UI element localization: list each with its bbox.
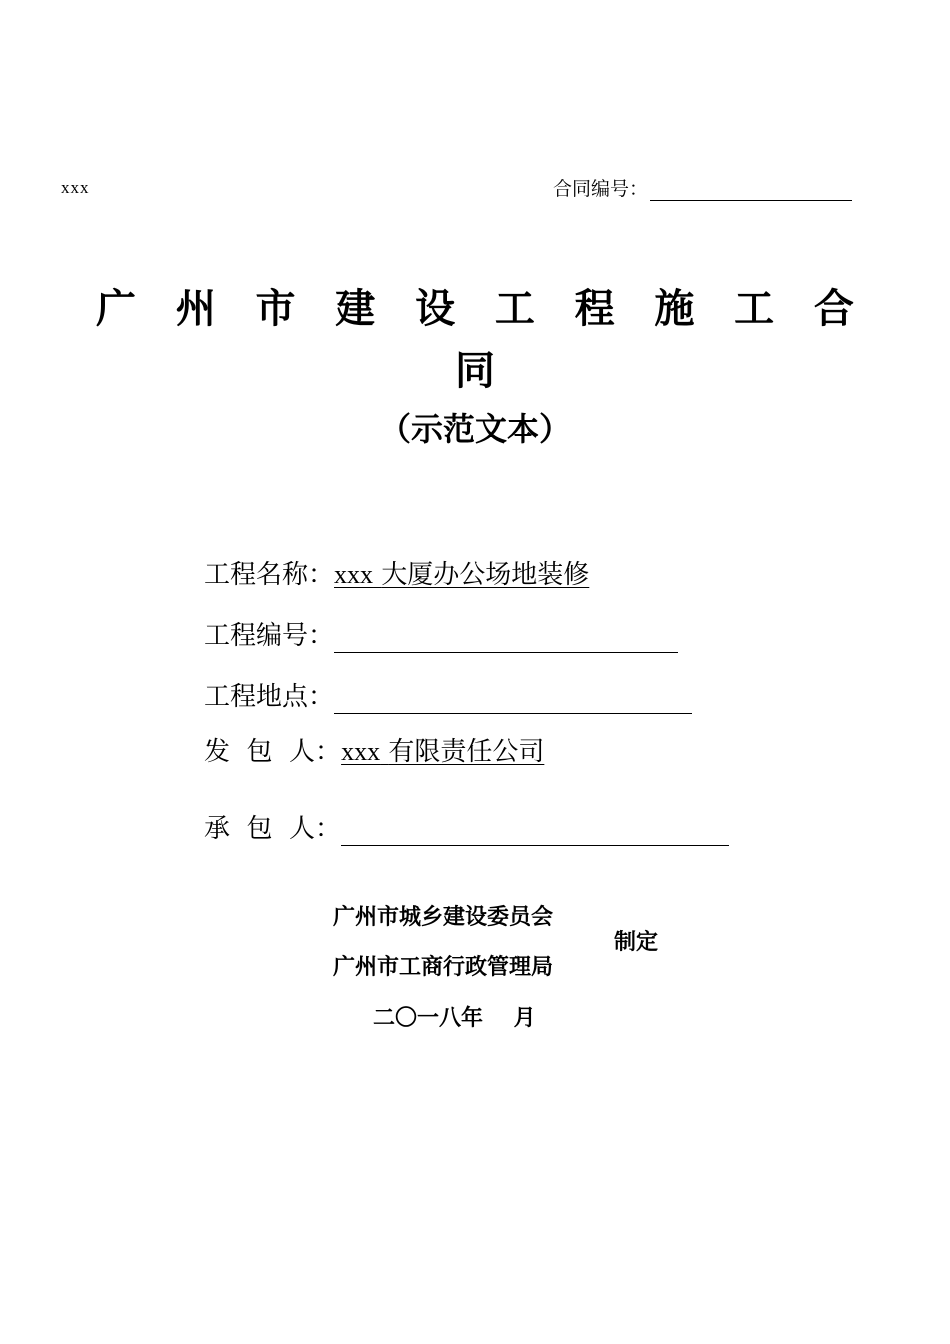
project-code-blank[interactable] xyxy=(334,622,678,653)
title-char: 州 xyxy=(175,286,216,332)
document-subtitle: （示范文本） xyxy=(378,410,571,448)
issued-by-label: 制定 xyxy=(614,930,659,955)
value-prefix: xxx xyxy=(341,737,381,766)
contract-number xyxy=(553,174,852,201)
field-label: 工程地点： xyxy=(204,682,335,712)
value-text: 有限责任公司 xyxy=(388,737,545,767)
field-label: 工程名称： xyxy=(204,560,335,590)
field-project-name xyxy=(204,558,589,592)
title-char: 合 xyxy=(813,286,854,332)
value-text: 大厦办公场地装修 xyxy=(381,560,590,590)
field-project-location xyxy=(204,680,692,714)
title-char: 工 xyxy=(494,286,535,332)
issuer-construction-committee: 广州市城乡建设委员会 xyxy=(333,905,554,930)
project-name-value[interactable] xyxy=(334,558,589,592)
contractor-blank[interactable] xyxy=(341,815,729,846)
project-location-blank[interactable] xyxy=(334,683,692,714)
field-label: 发 包 人： xyxy=(204,737,342,767)
title-char: 工 xyxy=(734,286,775,332)
title-char: 建 xyxy=(335,286,376,332)
document-title-line-1 xyxy=(95,283,855,335)
value-prefix: xxx xyxy=(334,560,374,589)
header-left-text: xxx xyxy=(61,178,90,197)
field-label: 承 包 人： xyxy=(204,814,342,844)
issue-date: 二〇一八年 月 xyxy=(373,1006,536,1031)
field-project-code xyxy=(204,619,678,653)
title-char: 施 xyxy=(654,286,695,332)
employer-value[interactable] xyxy=(341,735,544,769)
field-label: 工程编号： xyxy=(204,621,335,651)
field-contractor xyxy=(204,812,729,846)
field-employer xyxy=(204,735,544,769)
contract-number-blank[interactable] xyxy=(650,176,852,201)
contract-number-label: 合同编号： xyxy=(553,178,649,200)
title-char: 设 xyxy=(415,286,456,332)
issuer-commerce-bureau: 广州市工商行政管理局 xyxy=(333,955,554,980)
title-char: 程 xyxy=(574,286,615,332)
title-char: 市 xyxy=(255,286,296,332)
document-title-line-2: 同 xyxy=(455,348,495,394)
title-char: 广 xyxy=(96,286,136,332)
